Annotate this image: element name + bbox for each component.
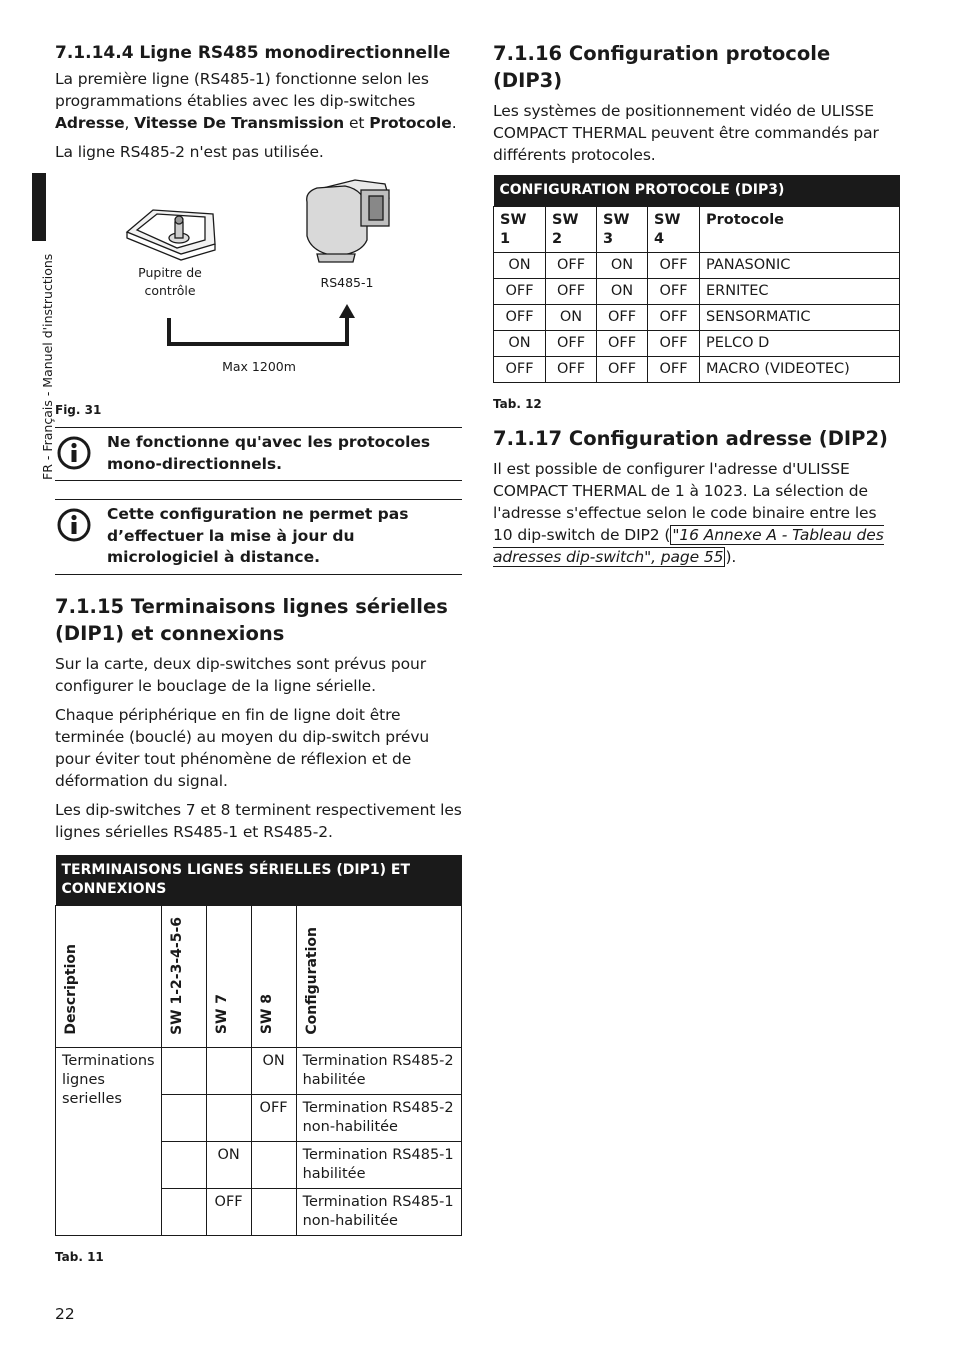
table-12-caption: Tab. 12: [493, 397, 542, 411]
paragraph-716: Les systèmes de positionnement vidéo de ULISSE COMPACT THERMAL peuvent être commandés par différents protocoles.: [493, 102, 879, 164]
info-icon: [57, 436, 91, 470]
table-row: ON OFF OFF OFF PELCO D: [494, 331, 900, 357]
col-header-sw8: SW 8: [251, 905, 296, 1047]
col-header-protocole: Protocole: [700, 207, 900, 253]
label-control-console: Pupitre de contrôle: [138, 265, 202, 298]
table-12: [493, 175, 900, 383]
right-column: [493, 40, 900, 575]
cross-reference-link[interactable]: "16 Annexe A - Tableau des adresses dip-switch", page 55: [493, 526, 884, 566]
table-row: OFF Termination RS485-1 non-habilitée: [56, 1188, 462, 1235]
col-header-configuration: Configuration: [296, 905, 461, 1047]
col-header-sw3: SW 3: [597, 207, 648, 253]
arrow-head: [339, 304, 355, 318]
table-11: [55, 855, 462, 1236]
heading-rs485: 7.1.14.4 Ligne RS485 monodirectionnelle: [55, 43, 451, 63]
section-tab-marker: [32, 173, 46, 241]
table-row: OFF ON OFF OFF SENSORMATIC: [494, 305, 900, 331]
paragraph-rs485-1: La première ligne (RS485-1) fonctionne selon les programmations établies avec les dip-switches Adresse, Vitesse De Transmission et Protocole.: [55, 70, 457, 132]
col-header-sw1-6: SW 1-2-3-4-5-6: [161, 905, 206, 1047]
table-row: ON OFF ON OFF PANASONIC: [494, 253, 900, 279]
figure-caption: Fig. 31: [55, 403, 102, 417]
wiring-diagram: [55, 170, 462, 415]
heading-7-1-16: 7.1.16 Configuration protocole (DIP3): [493, 42, 831, 92]
figure-31: [55, 170, 462, 415]
col-header-sw7: SW 7: [206, 905, 251, 1047]
table-row: ON Termination RS485-1 habilitée: [56, 1141, 462, 1188]
col-header-sw4: SW 4: [648, 207, 700, 253]
connection-line: [169, 318, 347, 344]
paragraph-715-2: Chaque périphérique en fin de ligne doit être terminée (bouclé) au moyen du dip-switch prévu pour éviter tout phénomène de réflexion et de déformation du signal.: [55, 705, 430, 790]
paragraph-715-1: Sur la carte, deux dip-switches sont prévus pour configurer le bouclage de la ligne sérielle.: [55, 654, 426, 695]
col-header-description: Description: [56, 905, 162, 1047]
table-row: Terminations lignes serielles ON Termination RS485-2 habilitée: [56, 1047, 462, 1094]
heading-7-1-15: 7.1.15 Terminaisons lignes sérielles (DIP1) et connexions: [55, 594, 448, 645]
note-2-text: Cette configuration ne permet pas d’effectuer la mise à jour du micrologiciel à distance.: [107, 505, 409, 566]
table-12-title: CONFIGURATION PROTOCOLE (DIP3): [494, 175, 900, 207]
table-11-caption: Tab. 11: [55, 1249, 104, 1264]
table-row: OFF Termination RS485-2 non-habilitée: [56, 1094, 462, 1141]
table-11-title: TERMINAISONS LIGNES SÉRIELLES (DIP1) ET CONNEXIONS: [56, 855, 462, 906]
paragraph-rs485-2: La ligne RS485-2 n'est pas utilisée.: [55, 143, 324, 161]
paragraph-715-3: Les dip-switches 7 et 8 terminent respectivement les lignes sérielles RS485-1 et RS485-2.: [55, 800, 462, 841]
table-row: OFF OFF OFF OFF MACRO (VIDEOTEC): [494, 357, 900, 383]
info-note-1: [55, 427, 462, 481]
label-max-distance: Max 1200m: [222, 359, 296, 374]
left-column: [55, 40, 462, 1274]
control-console-illustration: [127, 210, 215, 260]
col-header-sw2: SW 2: [546, 207, 597, 253]
paragraph-717: Il est possible de configurer l'adresse d'ULISSE COMPACT THERMAL de 1 à 1023. La sélection de l'adresse s'effectue selon le code binaire entre les 10 dip-switch de DIP2 ( "16 Annexe A - Tableau des adresses dip-switch", page 55 ).: [493, 460, 884, 566]
camera-illustration: [307, 180, 389, 262]
label-rs485-1: RS485-1: [320, 275, 374, 290]
info-icon: [57, 508, 91, 542]
note-1-text: Ne fonctionne qu'avec les protocoles mono-directionnels.: [107, 433, 431, 473]
side-running-header: FR - Français - Manuel d'instructions: [40, 253, 55, 480]
cell-description: Terminations lignes serielles: [56, 1047, 162, 1235]
info-note-2: [55, 499, 462, 575]
page-number: 22: [55, 1305, 75, 1323]
col-header-sw1: SW 1: [494, 207, 546, 253]
table-row: OFF OFF ON OFF ERNITEC: [494, 279, 900, 305]
heading-7-1-17: 7.1.17 Configuration adresse (DIP2): [493, 427, 888, 450]
